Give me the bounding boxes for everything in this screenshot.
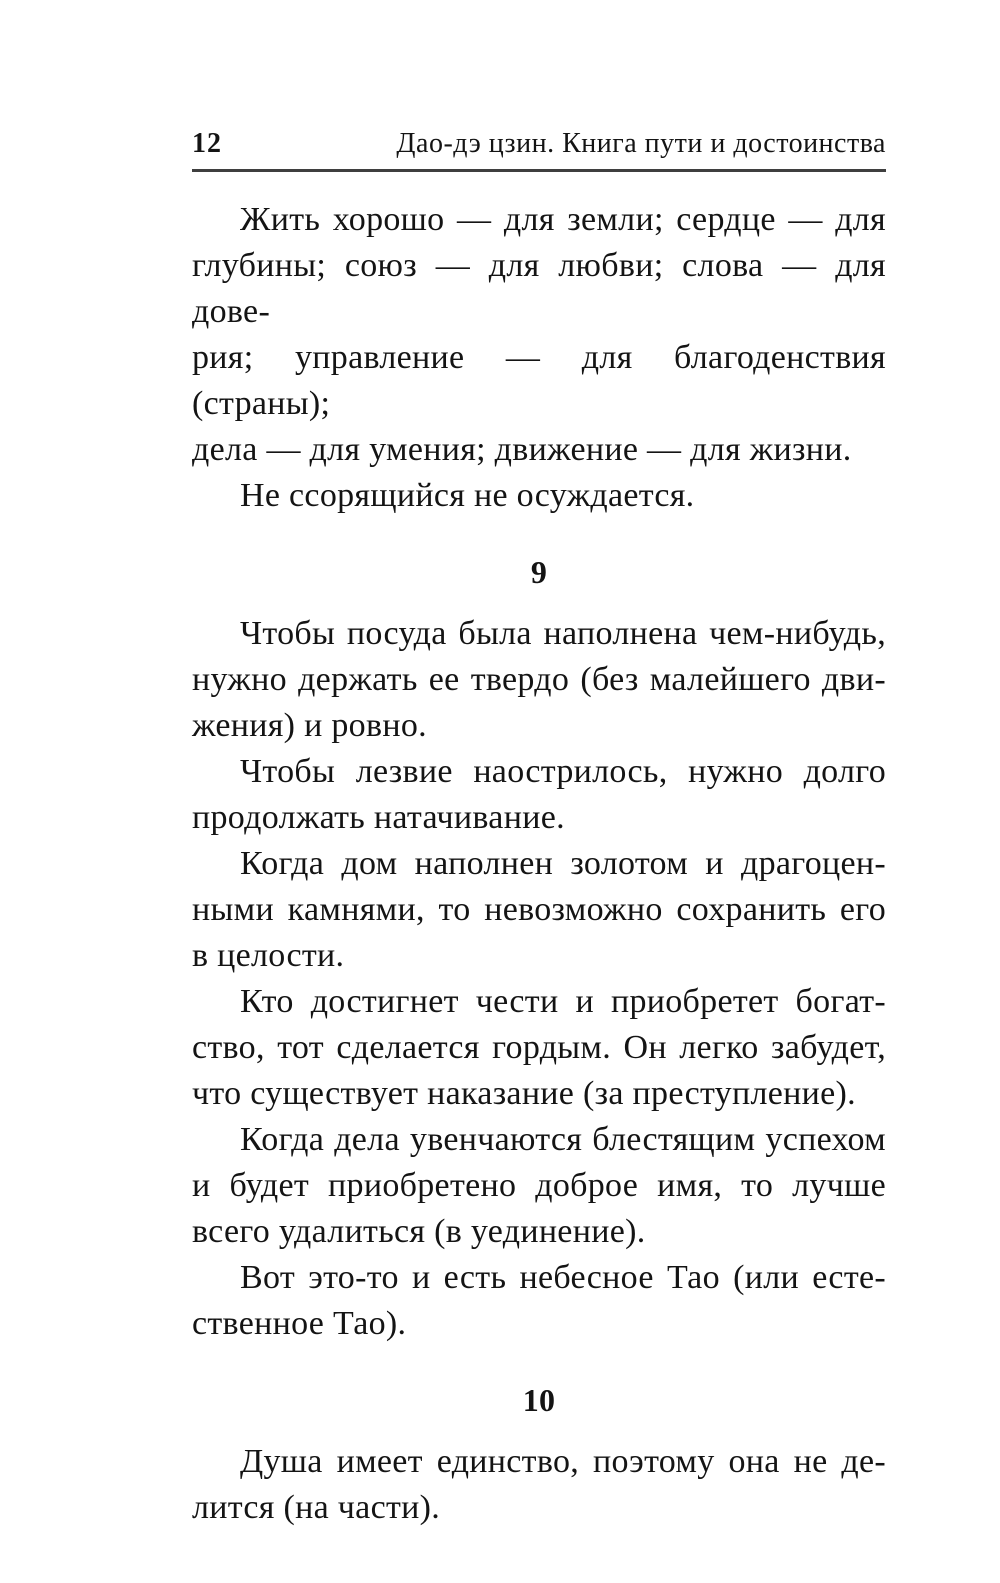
text-line: Вот это-то и есть небесное Тао (или есте- [240,1259,886,1296]
text-line: лится (на части). [192,1489,441,1526]
text-line: Жить хорошо — для земли; сердце — для [240,201,886,238]
text-line: Кто достигнет чести и приобретет богат- [240,983,886,1020]
paragraph [192,1439,886,1531]
paragraph [192,841,886,979]
page-content [192,128,886,1531]
running-header [192,128,886,172]
text-line: Не ссорящийся не осуждается. [240,477,695,514]
text-line: всего удалиться (в уединение). [192,1213,646,1250]
text-line: ство, тот сделается гордым. Он легко забудет, [192,1029,886,1066]
text-line: в целости. [192,937,345,974]
text-line: глубины; союз — для любви; слова — для дове- [192,247,886,330]
text-line: Чтобы посуда была наполнена чем-нибудь, [240,615,886,652]
body-text [192,172,886,1531]
text-line: дела — для умения; движение — для жизни. [192,431,852,468]
text-line: рия; управление — для благоденствия (страны); [192,339,886,422]
text-line: и будет приобретено доброе имя, то лучше [192,1167,886,1204]
text-line: Чтобы лезвие наострилось, нужно долго [240,753,886,790]
paragraph [192,1255,886,1347]
paragraph [192,197,886,473]
text-line: продолжать натачивание. [192,799,565,836]
text-line: жения) и ровно. [192,707,427,744]
running-title: Дао-дэ цзин. Книга пути и достоинства [396,128,886,159]
text-line: что существует наказание (за преступление). [192,1075,856,1112]
paragraph [192,473,886,519]
chapter-heading: 9 [530,554,548,590]
text-line: Когда дела увенчаются блестящим успехом [240,1121,886,1158]
chapter-heading: 10 [522,1382,556,1418]
paragraph [192,749,886,841]
text-line: нужно держать ее твердо (без малейшего дви- [192,661,886,698]
paragraph [192,1117,886,1255]
text-line: Когда дом наполнен золотом и драгоцен- [240,845,886,882]
text-line: ными камнями, то невозможно сохранить его [192,891,886,928]
page-number: 12 [192,128,222,159]
paragraph [192,979,886,1117]
paragraph [192,611,886,749]
text-line: Душа имеет единство, поэтому она не де- [240,1443,886,1480]
text-line: ственное Тао). [192,1305,407,1342]
